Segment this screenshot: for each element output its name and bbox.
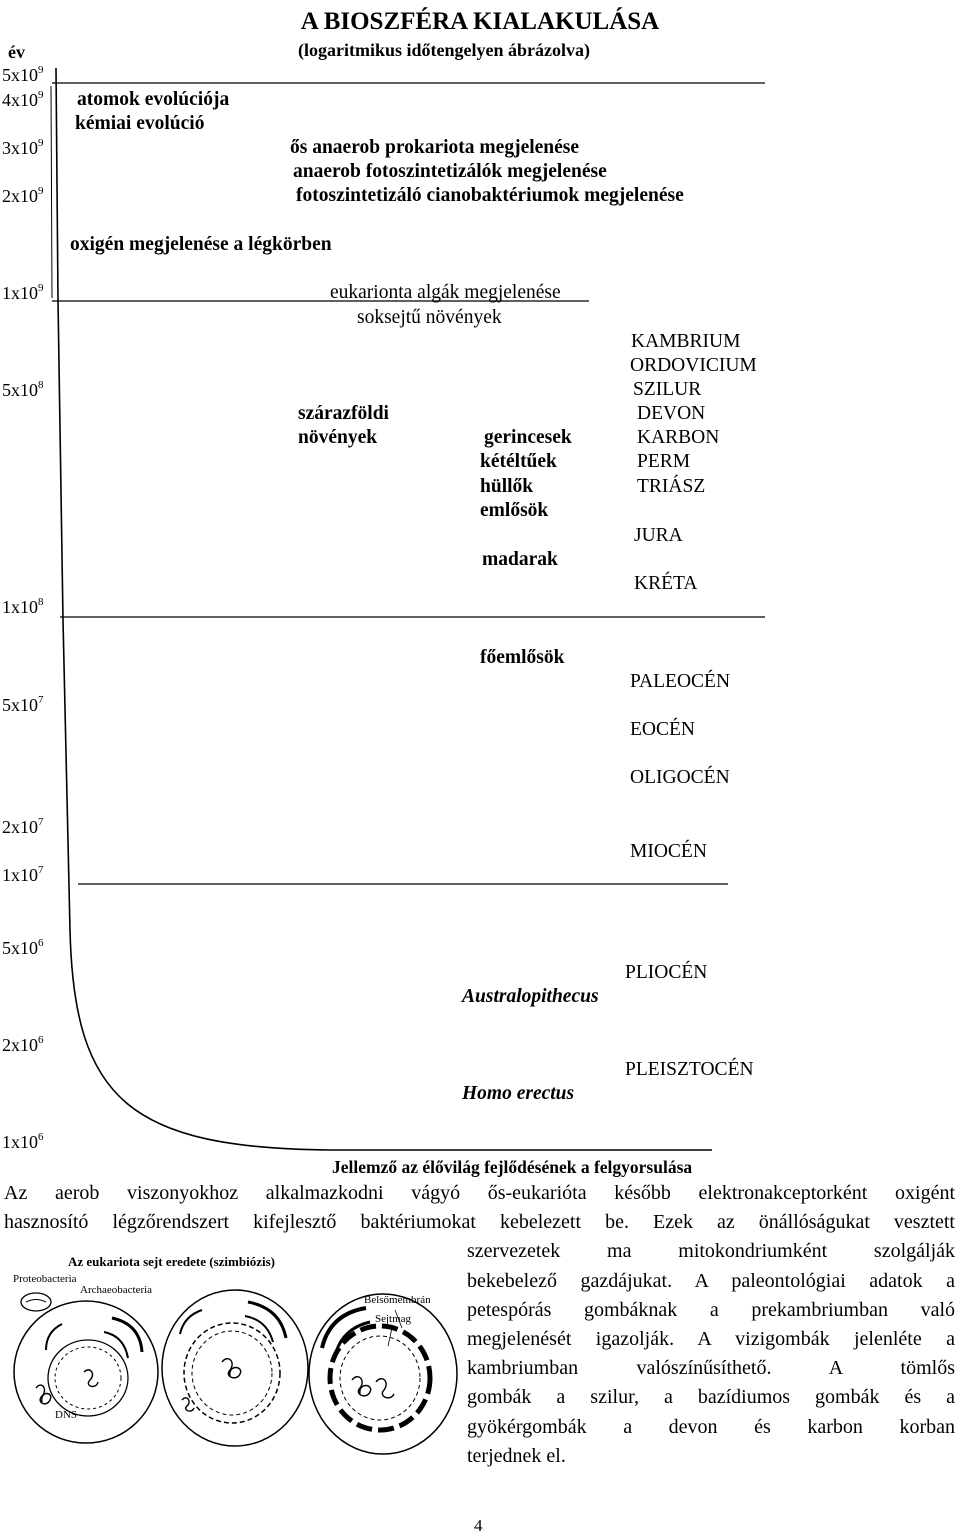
- dna-squiggle: [84, 1370, 98, 1387]
- paragraph-line: kambriumban valószínűsíthető. A tömlős: [467, 1357, 955, 1380]
- period-label: ORDOVICIUM: [630, 355, 757, 376]
- figure-title: Az eukariota sejt eredete (szimbiózis): [68, 1254, 275, 1269]
- tick-label: [2, 1131, 44, 1153]
- timeline-secondary-axis-line: [51, 86, 52, 298]
- cell-2-membrane-fold: [245, 1316, 273, 1342]
- period-label: JURA: [634, 525, 683, 546]
- period-label: MIOCÉN: [630, 841, 707, 862]
- dna-squiggle: [352, 1377, 371, 1396]
- cell-1-membrane: [14, 1301, 158, 1443]
- event-label: Australopithecus: [462, 986, 599, 1007]
- figure-label-proteobacteria: Proteobacteria: [13, 1273, 77, 1285]
- dna-squiggle: [182, 1398, 194, 1411]
- tick-exponent: 9: [38, 282, 44, 294]
- paragraph-line: gombák a szilur, a bazídiumos gombák és a: [467, 1386, 955, 1409]
- tick-exponent: 9: [38, 137, 44, 149]
- tick-exponent: 9: [38, 185, 44, 197]
- tick-exponent: 9: [38, 89, 44, 101]
- event-label: növények: [298, 427, 378, 448]
- tick-base: 5x10: [2, 695, 38, 715]
- cell-3-nuclear-envelope-outer: [330, 1326, 430, 1430]
- event-label: szárazföldi: [298, 403, 389, 424]
- paragraph-line: terjednek el.: [467, 1444, 566, 1467]
- period-label: PLIOCÉN: [625, 962, 708, 983]
- paragraph-line: petespórás gombáknak a prekambriumban való: [467, 1298, 955, 1321]
- tick-exponent: 7: [38, 816, 44, 828]
- tick-base: 2x10: [2, 1035, 38, 1055]
- period-label: SZILUR: [633, 379, 702, 400]
- cell-2-nuclear-envelope-inner: [192, 1331, 272, 1415]
- cell-1-membrane-fold: [46, 1324, 62, 1350]
- paragraph-line: hasznosító légzőrendszert kifejlesztő baktériumokat kebelezett be. Ezek az önállóságukat vesztett: [4, 1211, 955, 1234]
- period-label: KAMBRIUM: [631, 331, 741, 352]
- event-label: anaerob fotoszintetizálók megjelenése: [293, 161, 607, 182]
- period-label: PERM: [637, 451, 691, 472]
- tick-base: 2x10: [2, 186, 38, 206]
- tick-label: [2, 937, 44, 959]
- tick-exponent: 6: [38, 1131, 44, 1143]
- event-label: madarak: [482, 549, 558, 570]
- dna-squiggle: [36, 1385, 51, 1404]
- event-label: oxigén megjelenése a légkörben: [70, 234, 332, 255]
- period-label: OLIGOCÉN: [630, 767, 730, 788]
- period-label: KRÉTA: [634, 573, 698, 594]
- tick-base: 1x10: [2, 865, 38, 885]
- event-label: Homo erectus: [462, 1083, 575, 1104]
- figure-label-dna: DNS: [55, 1409, 78, 1421]
- tick-label: [2, 379, 44, 401]
- tick-base: 3x10: [2, 138, 38, 158]
- tick-exponent: 8: [38, 596, 44, 608]
- figure-label-archaeobacteria: Archaeobacteria: [80, 1284, 153, 1296]
- event-label: kétéltűek: [480, 451, 557, 472]
- tick-exponent: 8: [38, 379, 44, 391]
- tick-base: 5x10: [2, 938, 38, 958]
- cell-3-nuclear-envelope-inner: [340, 1336, 420, 1420]
- event-label: fotoszintetizáló cianobaktériumok megjelenése: [296, 185, 684, 206]
- tick-label: [2, 596, 44, 618]
- label-leader-line: [388, 1328, 392, 1346]
- tick-base: 5x10: [2, 65, 38, 85]
- event-label: eukarionta algák megjelenése: [330, 282, 561, 303]
- paragraph-line: bekebelező gazdájukat. A paleontológiai adatok a: [467, 1269, 955, 1292]
- tick-base: 4x10: [2, 90, 38, 110]
- tick-base: 1x10: [2, 283, 38, 303]
- dna-squiggle: [222, 1359, 241, 1378]
- event-label: hüllők: [480, 476, 534, 497]
- axis-label-years: év: [8, 42, 25, 62]
- tick-label: [2, 694, 44, 716]
- event-label: atomok evolúciója: [77, 89, 230, 110]
- period-label: EOCÉN: [630, 719, 695, 740]
- page-title: A BIOSZFÉRA KIALAKULÁSA: [300, 8, 660, 35]
- period-label: TRIÁSZ: [637, 476, 706, 497]
- event-label: kémiai evolúció: [75, 113, 205, 134]
- acceleration-curve: [56, 68, 712, 1150]
- figure-label-nucleus: Sejtmag: [375, 1313, 412, 1325]
- event-label: gerincesek: [484, 427, 572, 448]
- period-label: PLEISZTOCÉN: [625, 1059, 754, 1080]
- tick-label: [2, 864, 44, 886]
- archaeobacterium: [48, 1340, 128, 1416]
- tick-label: [2, 1034, 44, 1056]
- period-label: DEVON: [637, 403, 706, 424]
- tick-label: [2, 185, 44, 207]
- curve-caption: Jellemző az élővilág fejlődésének a felgyorsulása: [332, 1157, 693, 1177]
- tick-base: 1x10: [2, 597, 38, 617]
- page-number: 4: [474, 1516, 483, 1535]
- tick-base: 2x10: [2, 817, 38, 837]
- archaeobacterium-inner: [55, 1347, 121, 1409]
- tick-label: [2, 282, 44, 304]
- tick-exponent: 9: [38, 64, 44, 76]
- tick-label: [2, 137, 44, 159]
- period-label: KARBON: [637, 427, 720, 448]
- tick-base: 5x10: [2, 380, 38, 400]
- proteobacterium: [21, 1293, 51, 1311]
- tick-exponent: 7: [38, 864, 44, 876]
- paragraph-line: szervezetek ma mitokondriumként szolgálják: [467, 1240, 955, 1263]
- paragraph-line: Az aerob viszonyokhoz alkalmazkodni vágyó ős-eukarióta később elektronakceptorként oxigént: [4, 1182, 955, 1204]
- event-label: emlősök: [480, 500, 549, 521]
- event-label: főemlősök: [480, 647, 565, 668]
- tick-label: [2, 64, 44, 86]
- event-label: ős anaerob prokariota megjelenése: [290, 137, 580, 158]
- tick-label: [2, 816, 44, 838]
- tick-label: [2, 89, 44, 111]
- tick-exponent: 6: [38, 1034, 44, 1046]
- page-subtitle: (logaritmikus időtengelyen ábrázolva): [298, 40, 590, 60]
- period-label: PALEOCÉN: [630, 671, 731, 692]
- dna-squiggle: [376, 1379, 394, 1398]
- figure-label-inner-membrane: Belsőmembrán: [364, 1294, 431, 1306]
- event-label: soksejtű növények: [357, 307, 502, 328]
- tick-base: 1x10: [2, 1132, 38, 1152]
- paragraph-line: megjelenését igazolják. A vizigombák jelenléte a: [467, 1328, 955, 1351]
- tick-exponent: 7: [38, 694, 44, 706]
- cell-2-nuclear-envelope-outer: [184, 1323, 280, 1423]
- tick-exponent: 6: [38, 937, 44, 949]
- paragraph-line: gyökérgombák a devon és karbon korban: [467, 1415, 955, 1438]
